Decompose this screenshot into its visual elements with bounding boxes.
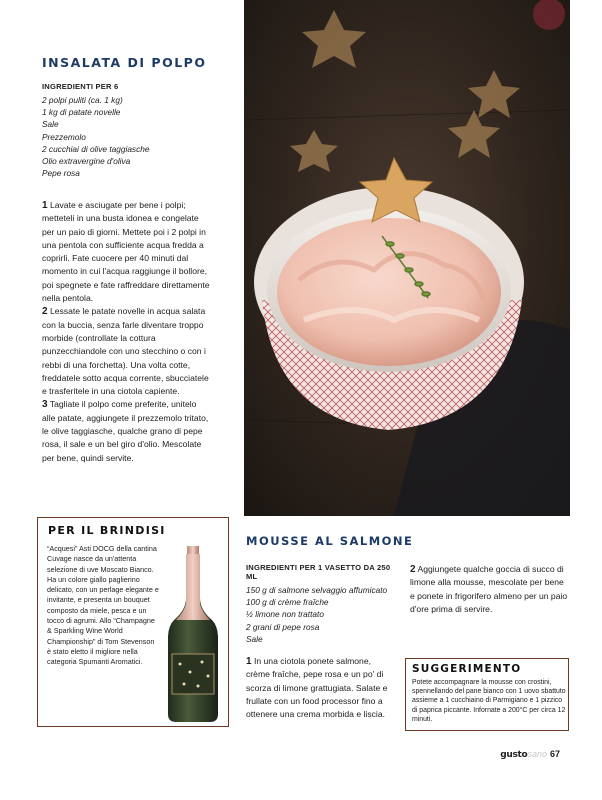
magazine-brand-suffix: sano [527, 749, 547, 759]
recipe-step [410, 563, 568, 616]
recipe-title-insalata-di-polpo: INSALATA DI POLPO [42, 55, 207, 70]
step-text: Aggiungete qualche goccia di succo di limone alla mousse, mescolate per bene e ponete in frigorifero almeno per un paio d'ore prima di servire. [410, 564, 568, 614]
tip-title: SUGGERIMENTO [412, 663, 522, 675]
step-text: Tagliate il polpo come preferite, unitelo alle patate, aggiungete il prezzemolo tritato, le olive taggiasche, qualche grano di pepe rosa, il sale e un bel giro d'olio. Mescolate per bene, quindi servite. [42, 399, 209, 463]
mousse-photo [244, 0, 570, 516]
step-number: 3 [42, 399, 48, 411]
recipe-step [246, 655, 396, 721]
wine-pairing-box [37, 517, 229, 727]
wine-pairing-text: “Acquesi” Asti DOCG della cantina Cuvage nasce da un'attenta selezione di uve Moscato Bianco. Ha un colore giallo paglierino delicato, con un perlage elegante e invitante, e presenta un bouquet composto da miele, pesca e un tocco di agrumi. Allo “Champagne & Sparkling Wine World Championship” di Tom Stevenson è stato eletto il migliore nella categoria Spumanti Aromatici. [47, 544, 159, 667]
step-number: 1 [42, 200, 48, 211]
magazine-brand: gusto [500, 750, 528, 760]
ingredient-item: ½ limone non trattato [246, 609, 324, 620]
wine-pairing-title: PER IL BRINDISI [48, 524, 166, 537]
step-number: 1 [246, 656, 252, 667]
ingredient-item: Olio extravergine d'oliva [42, 156, 131, 167]
step-text: In una ciotola ponete salmone, crème fraîche, pepe rosa e un po' di scorza di limone grattugiata. Salate e frullate con un food processor fino a ottenere una crema morbida e liscia. [246, 656, 388, 720]
step-text: Lessate le patate novelle in acqua salata con la buccia, senza farle diventare troppo morbide (controllate la cottura punzecchiandole con uno stecchino o con i rebbi di una forchetta). Una volta cotte, freddatele sotto acqua corrente, sbucciatele e trasferitele in una ciotola capiente. [42, 306, 209, 397]
recipe-title-mousse-al-salmone: MOUSSE AL SALMONE [246, 534, 414, 548]
mousse-bowl-illustration [244, 0, 570, 516]
ingredients-heading: INGREDIENTI PER 6 [42, 82, 119, 91]
ingredient-item: Pepe rosa [42, 168, 80, 179]
ingredient-item: 150 g di salmone selvaggio affumicato [246, 585, 388, 595]
ingredient-item: 1 kg di patate novelle [42, 107, 121, 118]
ingredients-block-polpo [42, 82, 202, 179]
ingredient-item: 100 g di crème fraîche [246, 597, 329, 608]
ingredients-list [42, 94, 202, 179]
steps-block-polpo [42, 199, 212, 465]
ingredients-list [246, 584, 396, 645]
recipe-step [42, 398, 212, 464]
page-footer [500, 749, 560, 760]
ingredient-item: Sale [42, 119, 59, 130]
wine-bottle-icon [164, 546, 222, 722]
ingredient-item: 2 grani di pepe rosa [246, 621, 320, 632]
ingredient-item: Sale [246, 633, 263, 644]
ingredients-heading: INGREDIENTI PER 1 VASETTO DA 250 ML [246, 563, 391, 581]
ingredient-item: 2 polpi puliti (ca. 1 kg) [42, 95, 123, 105]
tip-text: Potete accompagnare la mousse con crostini, spennellando del pane bianco con 1 uovo sbattuto assieme a 1 cucchiaino di Parmigiano e 1 pizzico di paprica piccante. Infornate a 200°C per circa 12 minuti. [412, 679, 566, 723]
tip-box [405, 658, 569, 731]
ingredient-item: Prezzemolo [42, 131, 86, 142]
step-number: 2 [410, 564, 416, 575]
ingredients-block-mousse [246, 563, 396, 645]
step-number: 2 [42, 306, 48, 318]
ingredient-item: 2 cucchiai di olive taggiasche [42, 143, 150, 154]
page-number: 67 [549, 749, 560, 759]
step-text: Lavate e asciugate per bene i polpi; metteteli in una busta idonea e congelate per un paio di giorni. Mettete poi i 2 polpi in una pentola con sufficiente acqua fredda a coprirli. Fate cuocere per 40 minuti dal momento in cui l'acqua raggiunge il bollore, poi spegnete e fate raffreddare direttamente nella pentola. [42, 200, 210, 304]
recipe-step [42, 199, 212, 305]
recipe-step [42, 305, 212, 398]
